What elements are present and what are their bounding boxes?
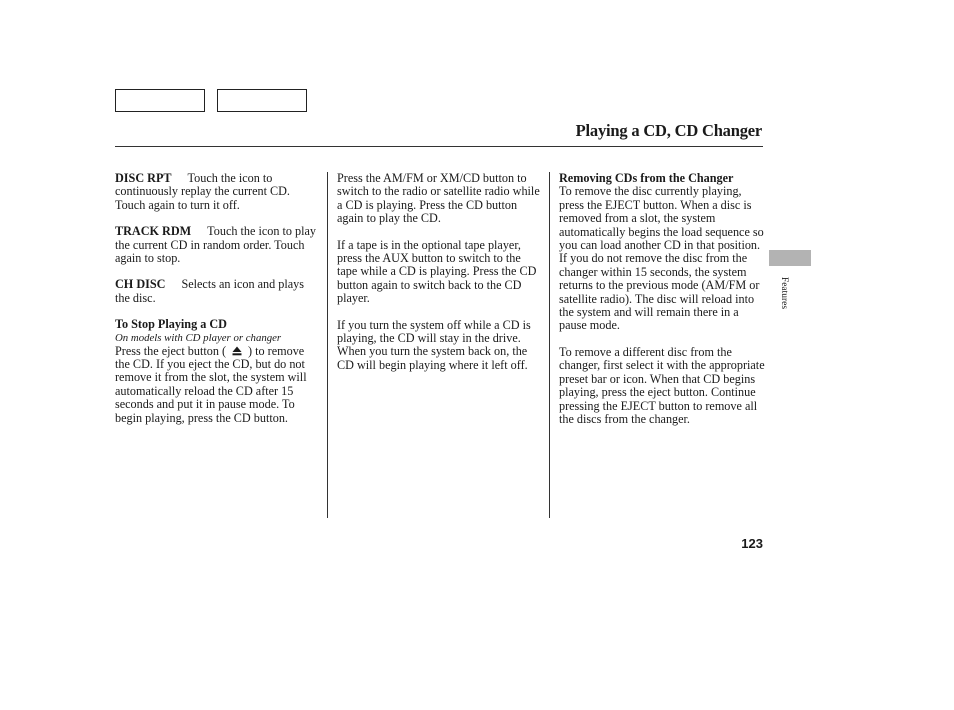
column-divider-1 — [327, 172, 328, 518]
disc-rpt-term: DISC RPT — [115, 171, 172, 185]
track-rdm-entry — [115, 225, 321, 265]
stop-text-before: Press the eject button ( — [115, 343, 227, 358]
column-1 — [115, 172, 321, 438]
eject-icon — [232, 346, 242, 356]
ch-disc-term: CH DISC — [115, 277, 166, 292]
removing-section — [559, 172, 765, 333]
disc-rpt-text: Touch the icon to continuously replay the current CD. Touch again to turn it off. — [115, 171, 290, 212]
column-3 — [559, 172, 765, 439]
nav-box-previous[interactable] — [115, 89, 205, 112]
title-rule — [115, 146, 763, 147]
col2-paragraph-3: If you turn the system off while a CD is playing, the CD will stay in the drive. When you turn the system back on, the CD will begin playing where it left off. — [337, 317, 531, 372]
ch-disc-text: Selects an icon and plays the disc. — [115, 277, 304, 305]
stop-heading: To Stop Playing a CD — [115, 317, 227, 332]
page-title: Playing a CD, CD Changer — [575, 121, 762, 140]
col2-paragraph-2: If a tape is in the optional tape player, press the AUX button to switch to the tape while a CD is playing. Press the CD button again to switch back to the CD player. — [337, 237, 537, 306]
removing-heading: Removing CDs from the Changer — [559, 171, 734, 185]
nav-box-next[interactable] — [217, 89, 307, 112]
disc-rpt-entry — [115, 172, 321, 212]
section-label: Features — [779, 276, 789, 310]
page-number: 123 — [741, 536, 763, 551]
stop-section — [115, 318, 321, 425]
track-rdm-text: Touch the icon to play the current CD in random order. Touch again to stop. — [115, 224, 316, 266]
section-tab — [769, 250, 811, 266]
ch-disc-entry — [115, 278, 321, 305]
col3-paragraph-2: To remove a different disc from the changer, first select it with the appropriate preset bar or icon. When that CD begins playing, press the eject button. Continue pressing the EJECT button to remove all the discs from the changer. — [559, 344, 765, 426]
track-rdm-term: TRACK RDM — [115, 224, 192, 239]
column-2 — [337, 172, 543, 385]
col3-paragraph-1: To remove the disc currently playing, press the EJECT button. When a disc is removed from a slot, the system automatically begins the load sequence so you can load another CD in that position. If you do not remove the disc from the changer within 15 seconds, the system returns to the previous mode (AM/FM or satellite radio). The disc will reload into the system and will remain there in a pause mode. — [559, 184, 764, 333]
stop-note: On models with CD player or changer — [115, 331, 282, 344]
col2-paragraph-1: Press the AM/FM or XM/CD button to switch to the radio or satellite radio while a CD is playing. Press the CD button again to play the CD. — [337, 171, 540, 226]
stop-text-after: ) to remove the CD. If you eject the CD, but do not remove it from the slot, the system will automatically reload the CD after 15 seconds and put it in pause mode. To begin playing, press the CD button. — [115, 343, 307, 425]
column-divider-2 — [549, 172, 550, 518]
